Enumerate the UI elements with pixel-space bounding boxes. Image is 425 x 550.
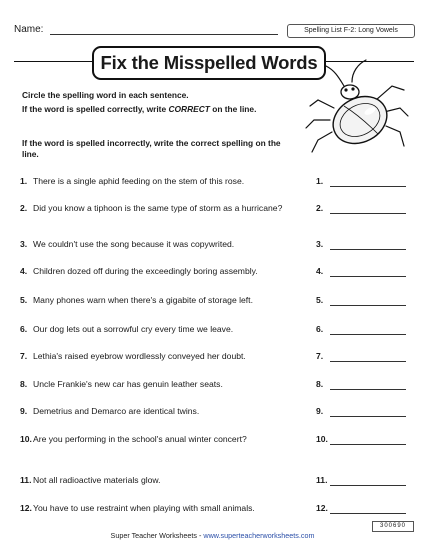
question-number: 3. <box>20 239 28 249</box>
question-number: 11. <box>20 475 32 485</box>
question-number: 10. <box>20 434 32 444</box>
question-text: Children dozed off during the exceedingly boring assembly. <box>33 266 258 276</box>
spelling-list-badge: Spelling List F-2: Long Vowels <box>287 24 415 38</box>
question-text: We couldn't use the song because it was copywrited. <box>33 239 235 249</box>
bug-icon <box>300 56 412 168</box>
footer-brand: Super Teacher Worksheets - <box>110 531 204 540</box>
question-number: 8. <box>20 379 28 389</box>
answer-line[interactable] <box>330 186 406 187</box>
instruction-correct-part-c: on the line. <box>209 104 257 114</box>
answer-line[interactable] <box>330 444 406 445</box>
question-text: There is a single aphid feeding on the stem of this rose. <box>33 176 245 186</box>
answer-line[interactable] <box>330 361 406 362</box>
answer-number: 4. <box>316 266 324 276</box>
question-number: 7. <box>20 351 28 361</box>
answer-line[interactable] <box>330 485 406 486</box>
answer-line[interactable] <box>330 416 406 417</box>
answer-number: 12. <box>316 503 328 513</box>
answer-line[interactable] <box>330 276 406 277</box>
question-text: Our dog lets out a sorrowful cry every time we leave. <box>33 324 234 334</box>
question-text: Not all radioactive materials glow. <box>33 475 161 485</box>
answer-number: 2. <box>316 203 324 213</box>
answer-number: 10. <box>316 434 328 444</box>
answer-number: 5. <box>316 295 324 305</box>
question-text: Demetrius and Demarco are identical twins. <box>33 406 200 416</box>
question-number: 1. <box>20 176 28 186</box>
answer-line[interactable] <box>330 213 406 214</box>
question-number: 9. <box>20 406 28 416</box>
worksheet-title: Fix the Misspelled Words <box>92 46 326 80</box>
footer-url-link[interactable]: www.superteacherworksheets.com <box>203 531 315 540</box>
instruction-correct-part-a: If the word is spelled correctly, write <box>22 104 169 114</box>
question-number: 4. <box>20 266 28 276</box>
instruction-incorrect: If the word is spelled incorrectly, write the correct spelling on the line. <box>22 138 281 159</box>
question-number: 5. <box>20 295 28 305</box>
instruction-correct-keyword: CORRECT <box>168 104 210 114</box>
answer-line[interactable] <box>330 389 406 390</box>
question-text: Many phones warn when there's a gigabite of storage left. <box>33 295 253 305</box>
answer-line[interactable] <box>330 249 406 250</box>
name-label: Name: <box>14 24 44 35</box>
answer-number: 8. <box>316 379 324 389</box>
worksheet-code: 300690 <box>372 521 414 532</box>
answer-number: 6. <box>316 324 324 334</box>
name-line[interactable] <box>50 34 278 35</box>
question-text: Did you know a tiphoon is the same type of storm as a hurricane? <box>33 203 283 213</box>
instruction-correct <box>22 104 290 115</box>
question-text: Lethia's raised eyebrow wordlessly conveyed her doubt. <box>33 351 246 361</box>
instruction-circle: Circle the spelling word in each sentence. <box>22 90 189 100</box>
question-text: Are you performing in the school's anual winter concert? <box>33 434 247 444</box>
answer-number: 11. <box>316 475 328 485</box>
question-text: Uncle Frankie's new car has genuin leather seats. <box>33 379 223 389</box>
question-text: You have to use restraint when playing with small animals. <box>33 503 255 513</box>
answer-line[interactable] <box>330 305 406 306</box>
answer-number: 7. <box>316 351 324 361</box>
answer-line[interactable] <box>330 334 406 335</box>
question-number: 12. <box>20 503 32 513</box>
footer <box>0 531 425 540</box>
answer-number: 3. <box>316 239 324 249</box>
question-number: 6. <box>20 324 28 334</box>
answer-number: 1. <box>316 176 324 186</box>
question-number: 2. <box>20 203 28 213</box>
answer-line[interactable] <box>330 513 406 514</box>
answer-number: 9. <box>316 406 324 416</box>
